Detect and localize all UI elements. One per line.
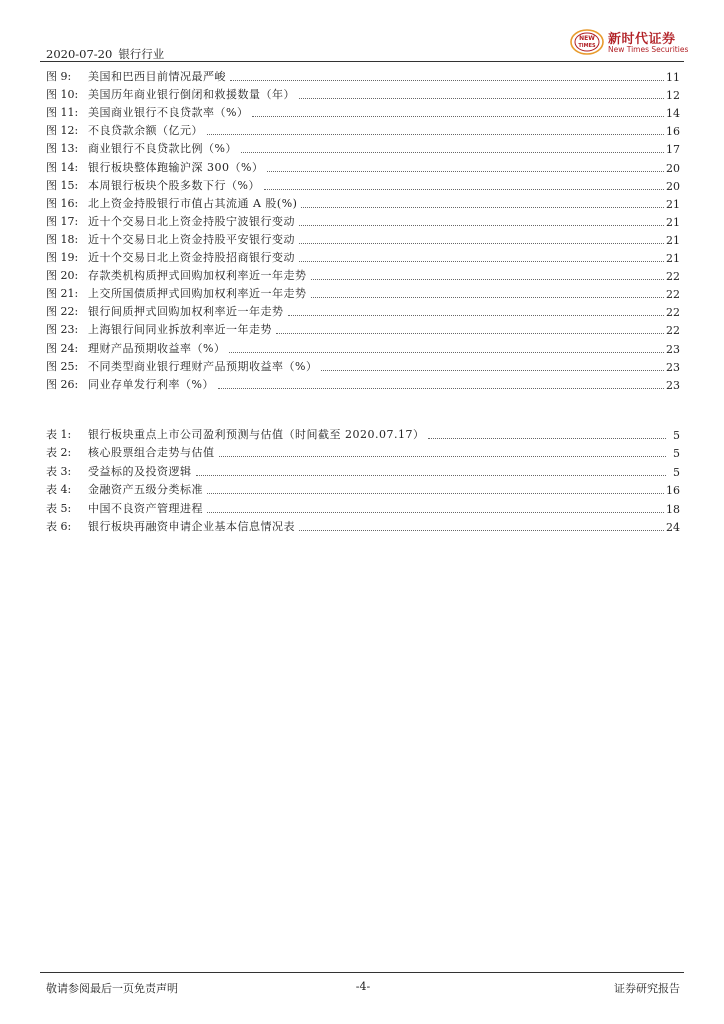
entry-page-number: 5	[673, 429, 680, 442]
company-logo	[570, 26, 689, 60]
report-date: 2020-07-20	[46, 47, 113, 61]
entry-label: 图 17:	[46, 214, 79, 228]
dot-leader	[264, 189, 664, 190]
entry-page-number: 20	[666, 161, 680, 175]
dot-leader	[276, 333, 664, 334]
entry-page-number: 22	[666, 270, 680, 284]
entry-label: 图 13:	[46, 142, 79, 156]
entry-title: 同业存单发行利率（%）	[88, 377, 214, 391]
report-type: 证券研究报告	[614, 982, 680, 995]
dot-leader	[288, 315, 665, 316]
entry-label: 表 4:	[46, 483, 72, 497]
header-divider	[40, 61, 684, 62]
dot-leader	[229, 352, 664, 353]
dot-leader	[252, 116, 664, 117]
entry-title: 近十个交易日北上资金持股宁波银行变动	[88, 214, 295, 228]
entry-title: 美国和巴西目前情况最严峻	[88, 70, 226, 83]
logo-name: 新时代证券	[608, 32, 676, 47]
entry-label: 图 22:	[46, 305, 79, 319]
dot-leader	[207, 134, 664, 135]
entry-page-number: 22	[666, 324, 680, 338]
figure-entry[interactable]	[46, 177, 680, 193]
entry-title: 存款类机构质押式回购加权利率近一年走势	[88, 269, 307, 283]
entry-title: 理财产品预期收益率（%）	[88, 341, 226, 355]
entry-page-number: 12	[666, 89, 680, 103]
figure-entry[interactable]	[46, 267, 680, 283]
entry-page-number: 23	[666, 378, 680, 392]
entry-title: 北上资金持股银行市值占其流通 A 股(%)	[88, 196, 298, 210]
figure-entry[interactable]	[46, 340, 680, 356]
figure-entry[interactable]	[46, 213, 680, 229]
dot-leader	[299, 98, 664, 99]
entry-page-number: 23	[666, 342, 680, 356]
entry-label: 表 1:	[46, 428, 72, 441]
table-entry[interactable]	[46, 426, 680, 442]
entry-title: 美国商业银行不良贷款率（%）	[88, 106, 249, 120]
entry-title: 上海银行间同业拆放利率近一年走势	[88, 323, 272, 337]
entry-label: 图 14:	[46, 160, 79, 174]
dot-leader	[219, 456, 667, 457]
entry-page-number: 21	[666, 252, 680, 265]
entry-page-number: 22	[666, 306, 680, 320]
table-entry[interactable]	[46, 444, 680, 460]
figure-entry[interactable]	[46, 86, 680, 102]
figure-entry[interactable]	[46, 358, 680, 374]
entry-page-number: 20	[666, 179, 680, 193]
entry-title: 近十个交易日北上资金持股平安银行变动	[88, 232, 295, 246]
entry-label: 表 5:	[46, 501, 72, 515]
dot-leader	[301, 207, 664, 208]
dot-leader	[196, 475, 667, 476]
entry-page-number: 16	[666, 125, 680, 139]
entry-title: 本周银行板块个股多数下行（%）	[88, 178, 260, 192]
dot-leader	[299, 225, 664, 226]
entry-title: 上交所国债质押式回购加权利率近一年走势	[88, 287, 307, 301]
table-entry[interactable]	[46, 518, 680, 534]
figure-entry[interactable]	[46, 159, 680, 175]
entry-page-number: 21	[666, 233, 680, 247]
entry-page-number: 24	[666, 521, 680, 534]
entry-title: 核心股票组合走势与估值	[88, 446, 215, 460]
dot-leader	[267, 171, 664, 172]
entry-label: 图 11:	[46, 106, 79, 120]
dot-leader	[230, 80, 664, 81]
entry-label: 图 21:	[46, 287, 79, 301]
footer-divider	[40, 972, 684, 973]
entry-title: 受益标的及投资逻辑	[88, 464, 192, 478]
dot-leader	[311, 279, 665, 280]
dot-leader	[299, 243, 664, 244]
dot-leader	[299, 261, 664, 262]
header-meta	[46, 46, 164, 62]
logo-subtitle: New Times Securities	[608, 45, 689, 54]
dot-leader	[321, 370, 664, 371]
entry-title: 金融资产五级分类标准	[88, 483, 203, 497]
entry-label: 表 3:	[46, 464, 72, 478]
dot-leader	[299, 530, 664, 531]
entry-label: 图 10:	[46, 88, 79, 102]
dot-leader	[428, 438, 666, 439]
figure-entry[interactable]	[46, 68, 680, 84]
entry-title: 银行间质押式回购加权利率近一年走势	[88, 305, 284, 319]
figure-entry[interactable]	[46, 285, 680, 301]
entry-title: 银行板块重点上市公司盈利预测与估值（时间截至 2020.07.17）	[88, 428, 425, 441]
entry-label: 图 19:	[46, 251, 79, 264]
dot-leader	[311, 297, 665, 298]
entry-page-number: 16	[666, 484, 680, 498]
entry-label: 图 9:	[46, 70, 72, 83]
new-times-logo-icon	[570, 28, 604, 56]
entry-title: 商业银行不良贷款比例（%）	[88, 142, 237, 156]
entry-label: 表 6:	[46, 520, 72, 533]
table-entry[interactable]	[46, 463, 680, 479]
figure-entry[interactable]	[46, 321, 680, 337]
dot-leader	[207, 493, 664, 494]
entry-title: 不良贷款余额（亿元）	[88, 124, 203, 138]
table-entry[interactable]	[46, 500, 680, 516]
entry-page-number: 21	[666, 197, 680, 211]
entry-page-number: 17	[666, 143, 680, 157]
entry-label: 表 2:	[46, 446, 72, 460]
entry-title: 不同类型商业银行理财产品预期收益率（%）	[88, 359, 318, 373]
entry-page-number: 18	[666, 502, 680, 516]
entry-page-number: 22	[666, 288, 680, 302]
industry-name: 银行行业	[118, 47, 165, 61]
entry-title: 美国历年商业银行倒闭和救援数量（年）	[88, 88, 295, 102]
entry-label: 图 18:	[46, 232, 79, 246]
page-number: -4-	[355, 980, 371, 993]
figure-entry[interactable]	[46, 104, 680, 120]
entry-label: 图 20:	[46, 269, 79, 283]
dot-leader	[207, 512, 664, 513]
figure-entry[interactable]	[46, 303, 680, 319]
page-header	[46, 26, 689, 61]
figure-entry[interactable]	[46, 231, 680, 247]
svg-text:TIMES: TIMES	[578, 43, 596, 49]
entry-label: 图 24:	[46, 341, 79, 355]
entry-page-number: 21	[666, 215, 680, 229]
table-entry[interactable]	[46, 481, 680, 497]
entry-title: 中国不良资产管理进程	[88, 501, 203, 515]
figure-entry[interactable]	[46, 122, 680, 138]
entry-page-number: 23	[666, 360, 680, 374]
entry-label: 图 23:	[46, 323, 79, 337]
disclaimer-note: 敬请参阅最后一页免责声明	[46, 982, 178, 995]
dot-leader	[218, 388, 664, 389]
entry-page-number: 5	[673, 465, 680, 479]
entry-label: 图 15:	[46, 178, 79, 192]
svg-text:NEW: NEW	[579, 35, 595, 42]
entry-title: 银行板块再融资申请企业基本信息情况表	[88, 520, 295, 533]
figure-entry[interactable]	[46, 376, 680, 392]
entry-label: 图 12:	[46, 124, 79, 138]
figure-entry[interactable]	[46, 140, 680, 156]
dot-leader	[241, 152, 664, 153]
entry-label: 图 26:	[46, 377, 79, 391]
entry-page-number: 11	[666, 71, 680, 84]
entry-page-number: 5	[673, 447, 680, 461]
entry-title: 银行板块整体跑输沪深 300（%）	[88, 160, 264, 174]
entry-label: 图 16:	[46, 196, 79, 210]
entry-page-number: 14	[666, 107, 680, 121]
figure-entry[interactable]	[46, 249, 680, 265]
entry-label: 图 25:	[46, 359, 79, 373]
figure-entry[interactable]	[46, 195, 680, 211]
entry-title: 近十个交易日北上资金持股招商银行变动	[88, 251, 295, 264]
